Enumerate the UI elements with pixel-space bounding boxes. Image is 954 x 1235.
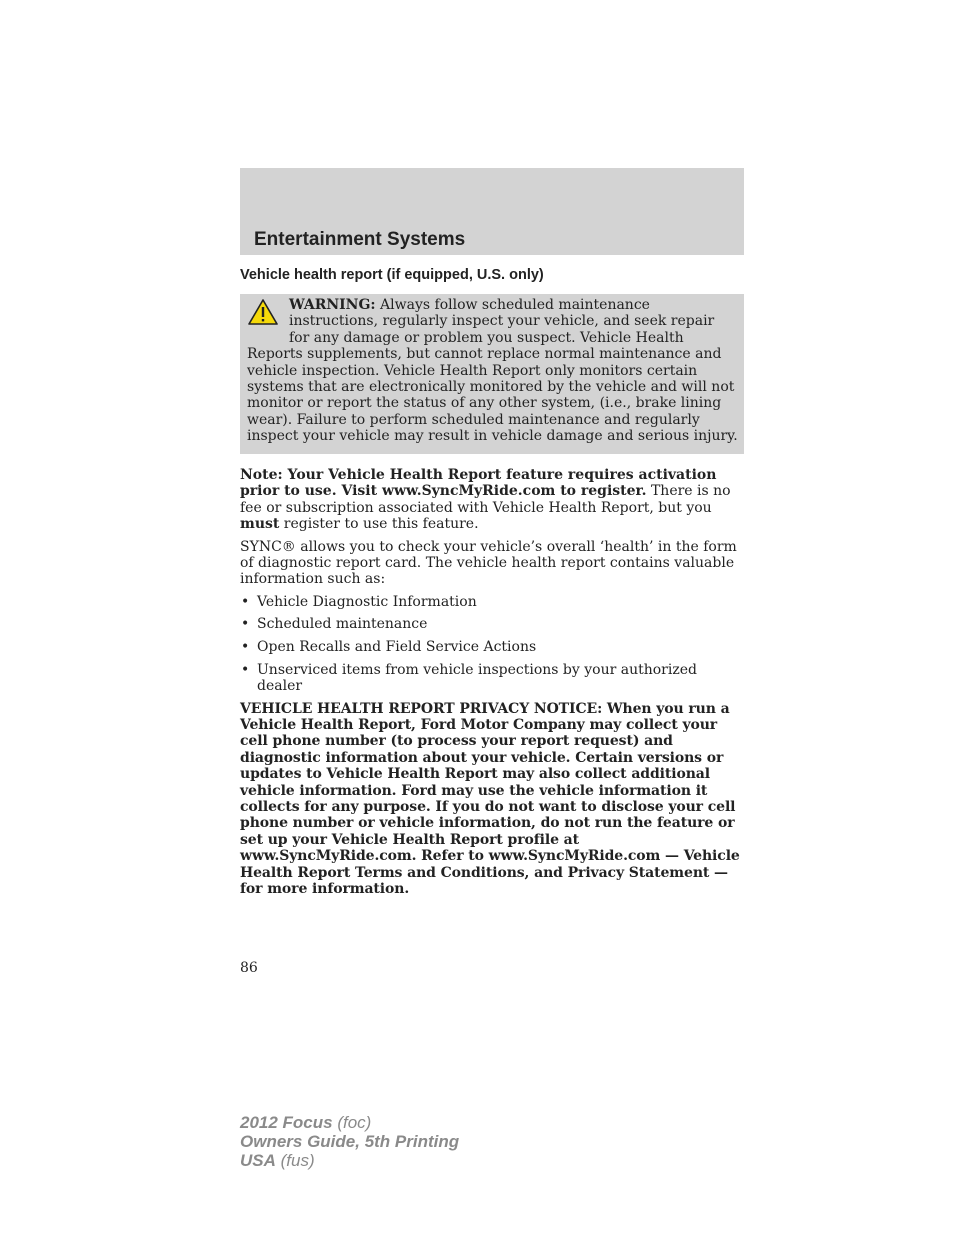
section-header-band — [240, 168, 744, 255]
note-emphasis: must — [240, 516, 280, 533]
note-bold-text: Note: Your Vehicle Health Report feature requires activation prior to use. Visit www.SyncMyRide.com to register. — [240, 467, 717, 500]
warning-text: Always follow scheduled maintenance instructions, regularly inspect your vehicle, and seek repair for any damage or problem you suspect. Vehicle Health Reports supplements, but cannot replace normal maintenance and vehicle inspection. Vehicle Health Report only monitors certain systems that are electronically monitored by the vehicle and will not monitor or report the status of any other system, (i.e., brake lining wear). Failure to perform scheduled maintenance and regularly inspect your vehicle may result in vehicle damage and serious injury. — [247, 297, 738, 445]
page-heading: Vehicle health report (if equipped, U.S. only) — [240, 267, 544, 283]
bullet-icon: • — [241, 616, 250, 633]
note-text-2: register to use this feature. — [279, 516, 479, 533]
warning-box — [240, 294, 744, 454]
body-content — [240, 467, 744, 904]
bullet-icon: • — [241, 639, 250, 656]
bullet-icon: • — [241, 593, 250, 610]
feature-list — [240, 594, 744, 695]
list-item: • Scheduled maintenance — [241, 616, 428, 633]
warning-triangle-icon — [247, 298, 279, 326]
list-item: • Open Recalls and Field Service Actions — [241, 639, 537, 656]
warning-label: WARNING: — [289, 297, 376, 313]
footer-line-region: USA (fus) — [240, 1151, 315, 1170]
footer-line-guide: Owners Guide, 5th Printing — [240, 1132, 460, 1151]
note-text-1: There is no fee or subscription associated with Vehicle Health Report, but you — [240, 483, 731, 516]
section-title: Entertainment Systems — [254, 229, 466, 250]
intro-paragraph: SYNC® allows you to check your vehicle’s overall ‘health’ in the form of diagnostic report card. The vehicle health report contains valuable information such as: — [240, 538, 737, 588]
privacy-notice: VEHICLE HEALTH REPORT PRIVACY NOTICE: When you run a Vehicle Health Report, Ford Motor Company may collect your cell phone number (to process your report request) and diagnostic information about your vehicle. Certain versions or updates to Vehicle Health Report may also collect additional vehicle information. Ford may use the vehicle information it collects for any purpose. If you do not want to disclose your cell phone number or vehicle information, do not run the feature or set up your Vehicle Health Report profile at www.SyncMyRide.com. Refer to www.SyncMyRide.com — Vehicle Health Report Terms and Conditions, and Privacy Statement — for more information. — [240, 700, 740, 898]
list-item: • Vehicle Diagnostic Information — [241, 593, 477, 610]
activation-note — [240, 467, 744, 533]
bullet-icon: • — [241, 661, 250, 678]
document-footer — [240, 1113, 459, 1170]
footer-line-model: 2012 Focus (foc) — [240, 1113, 372, 1132]
page-number: 86 — [240, 960, 258, 976]
list-item: • Unserviced items from vehicle inspections by your authorized dealer — [241, 661, 697, 695]
